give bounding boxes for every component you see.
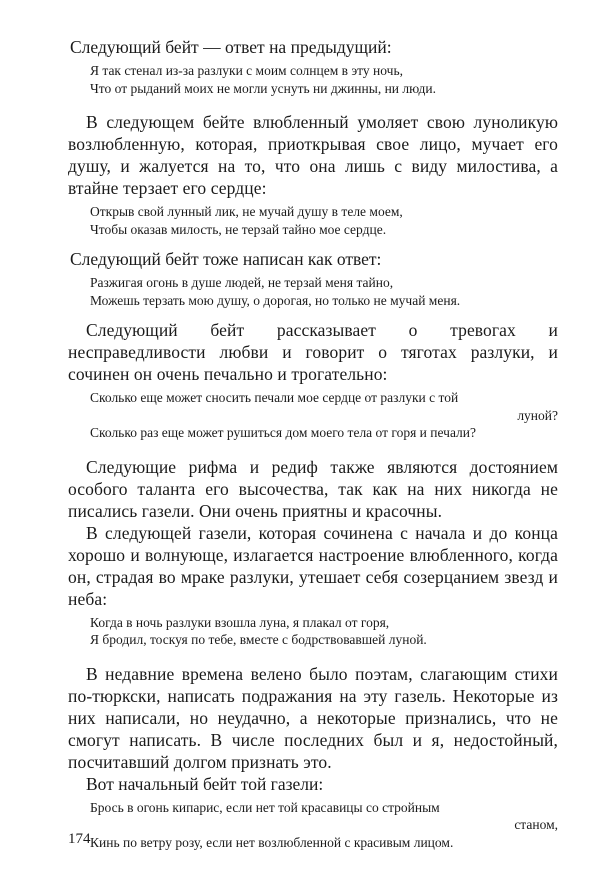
prose-paragraph-1: В следующем бейте влюбленный умоляет свою луноликую возлюбленную, которая, приоткрывая свое лицо, мучает его душу, и жалуется на то, что она лишь с виду милостива, а втайне терзает его сердце:	[68, 112, 558, 198]
page-body	[68, 36, 558, 851]
verse-line: Я бродил, тоскуя по тебе, вместе с бодрствовавшей луной.	[90, 632, 427, 647]
lead-paragraph-1: Следующий бейт — ответ на предыдущий:	[70, 37, 392, 57]
lead-paragraph-3: Вот начальный бейт той газели:	[86, 773, 324, 794]
verse-line: Открыв свой лунный лик, не мучай душу в теле моем,	[90, 204, 403, 219]
verse-line: Сколько раз еще может рушиться дом моего тела от горя и печали?	[90, 425, 477, 440]
verse-block-4	[90, 389, 558, 442]
page-number: 174	[68, 831, 91, 847]
verse-line: Кинь по ветру розу, если нет возлюбленной с красивым лицом.	[90, 834, 454, 850]
verse-line: Брось в огонь кипарис, если нет той красавицы со стройным	[90, 799, 440, 815]
prose-paragraph-3: Следующие рифма и редиф также являются достоянием особого таланта его высочества, так как на них никогда не писались газели. Они очень приятны и красочны.	[68, 456, 558, 521]
verse-line: Когда в ночь разлуки взошла луна, я плакал от горя,	[90, 614, 390, 630]
verse-line: Можешь терзать мою душу, о дорогая, но только не мучай меня.	[90, 292, 461, 308]
verse-line: Разжигая огонь в душе людей, не терзай меня тайно,	[90, 275, 394, 290]
verse-line-continuation: луной?	[517, 407, 558, 423]
prose-paragraph-5: В недавние времена велено было поэтам, слагающим стихи по-тюркски, написать подражания на эту газель. Некоторые из них написали, но неудачно, а некоторые признались, что не смогут написать. В числе последних был и я, недостойный, посчитавший долгом признать это.	[68, 663, 558, 772]
verse-block-2	[90, 203, 558, 238]
verse-line: Я так стенал из-за разлуки с моим солнцем в эту ночь,	[90, 63, 403, 78]
verse-block-3	[90, 274, 558, 309]
prose-paragraph-2: Следующий бейт рассказывает о тревогах и несправедливости любви и говорит о тяготах разлуки, и сочинен он очень печально и трогательно:	[68, 320, 558, 384]
verse-line-continuation: станом,	[514, 817, 558, 832]
verse-block-5	[90, 614, 558, 649]
verse-line: Что от рыданий моих не могли уснуть ни джинны, ни люди.	[90, 80, 437, 96]
lead-paragraph-2: Следующий бейт тоже написан как ответ:	[70, 249, 382, 269]
verse-line: Сколько еще может сносить печали мое сердце от разлуки с той	[90, 390, 459, 405]
prose-paragraph-4: В следующей газели, которая сочинена с начала и до конца хорошо и волнующе, излагается настроение влюбленного, когда он, страдая во мраке разлуки, утешает себя созерцанием звезд и неба:	[68, 522, 558, 609]
verse-block-6	[90, 799, 558, 852]
verse-block-1	[90, 62, 558, 97]
verse-line: Чтобы оказав милость, не терзай тайно мое сердце.	[90, 221, 387, 237]
